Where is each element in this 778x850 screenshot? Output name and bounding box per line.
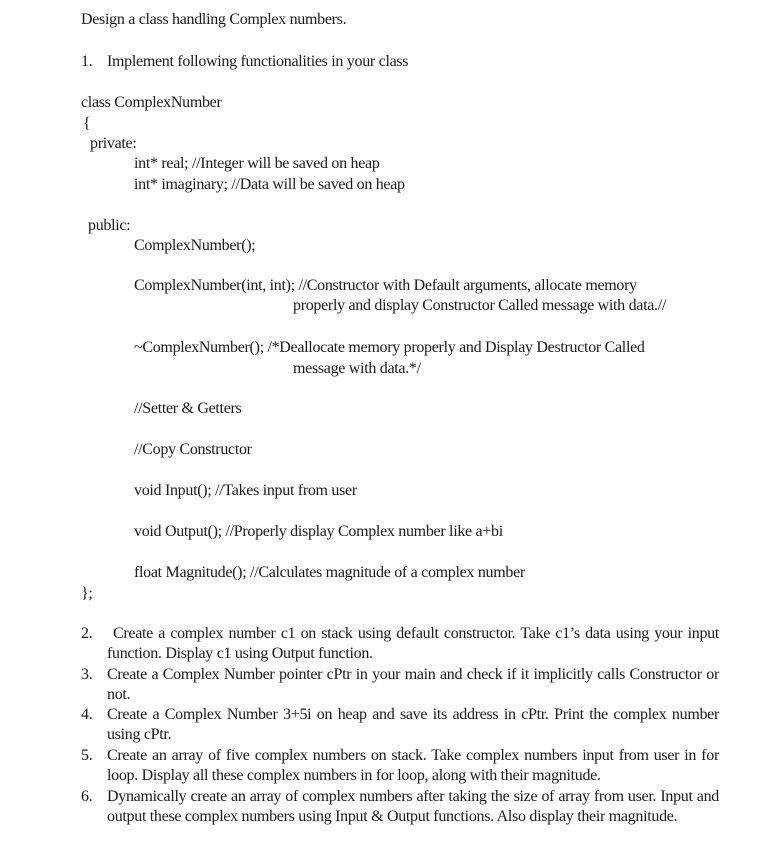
private-member-imaginary: int* imaginary; //Data will be saved on heap — [134, 176, 405, 193]
input-function: void Input(); //Takes input from user — [134, 482, 357, 499]
public-label: public: — [88, 217, 131, 234]
setters-getters-comment: //Setter & Getters — [134, 400, 242, 417]
task-1-text: Implement following functionalities in your class — [107, 53, 409, 70]
task-5-number: 5. — [81, 747, 93, 764]
task-3-text: Create a Complex Number pointer cPtr in your main and check if it implicitly calls Constructor or not. — [107, 666, 719, 703]
close-brace: }; — [81, 585, 93, 602]
default-constructor: ComplexNumber(); — [134, 237, 256, 254]
private-member-real: int* real; //Integer will be saved on heap — [134, 155, 380, 172]
task-4-text: Create a Complex Number 3+5i on heap and save its address in cPtr. Print the complex number using cPtr. — [107, 706, 719, 743]
output-function: void Output(); //Properly display Complex number like a+bi — [134, 523, 503, 540]
copy-constructor-comment: //Copy Constructor — [134, 441, 252, 458]
task-2-number: 2. — [81, 625, 93, 642]
param-constructor-line-2: properly and display Constructor Called message with data.// — [293, 297, 667, 314]
task-3-number: 3. — [81, 666, 93, 683]
destructor-line-1: ~ComplexNumber(); /*Deallocate memory properly and Display Destructor Called — [134, 339, 645, 356]
open-brace: { — [83, 115, 91, 132]
document-heading: Design a class handling Complex numbers. — [81, 11, 347, 28]
magnitude-function: float Magnitude(); //Calculates magnitude of a complex number — [134, 564, 525, 581]
destructor-line-2: message with data.*/ — [293, 360, 421, 377]
class-declaration: class ComplexNumber — [81, 94, 222, 111]
task-4-number: 4. — [81, 706, 93, 723]
task-6-text: Dynamically create an array of complex numbers after taking the size of array from user. Input and output these complex numbers using Input & Output functions. Also display their magnitude. — [107, 788, 719, 825]
task-5-text: Create an array of five complex numbers on stack. Take complex numbers input from user in for loop. Display all these complex numbers in for loop, along with their magnitude. — [107, 747, 719, 784]
task-6-number: 6. — [81, 788, 93, 805]
private-label: private: — [90, 135, 137, 152]
task-2-text: Create a complex number c1 on stack using default constructor. Take c1’s data using your input function. Display c1 using Output function. — [107, 625, 719, 662]
task-1-number: 1. — [81, 53, 93, 70]
param-constructor-line-1: ComplexNumber(int, int); //Constructor with Default arguments, allocate memory — [134, 277, 637, 294]
